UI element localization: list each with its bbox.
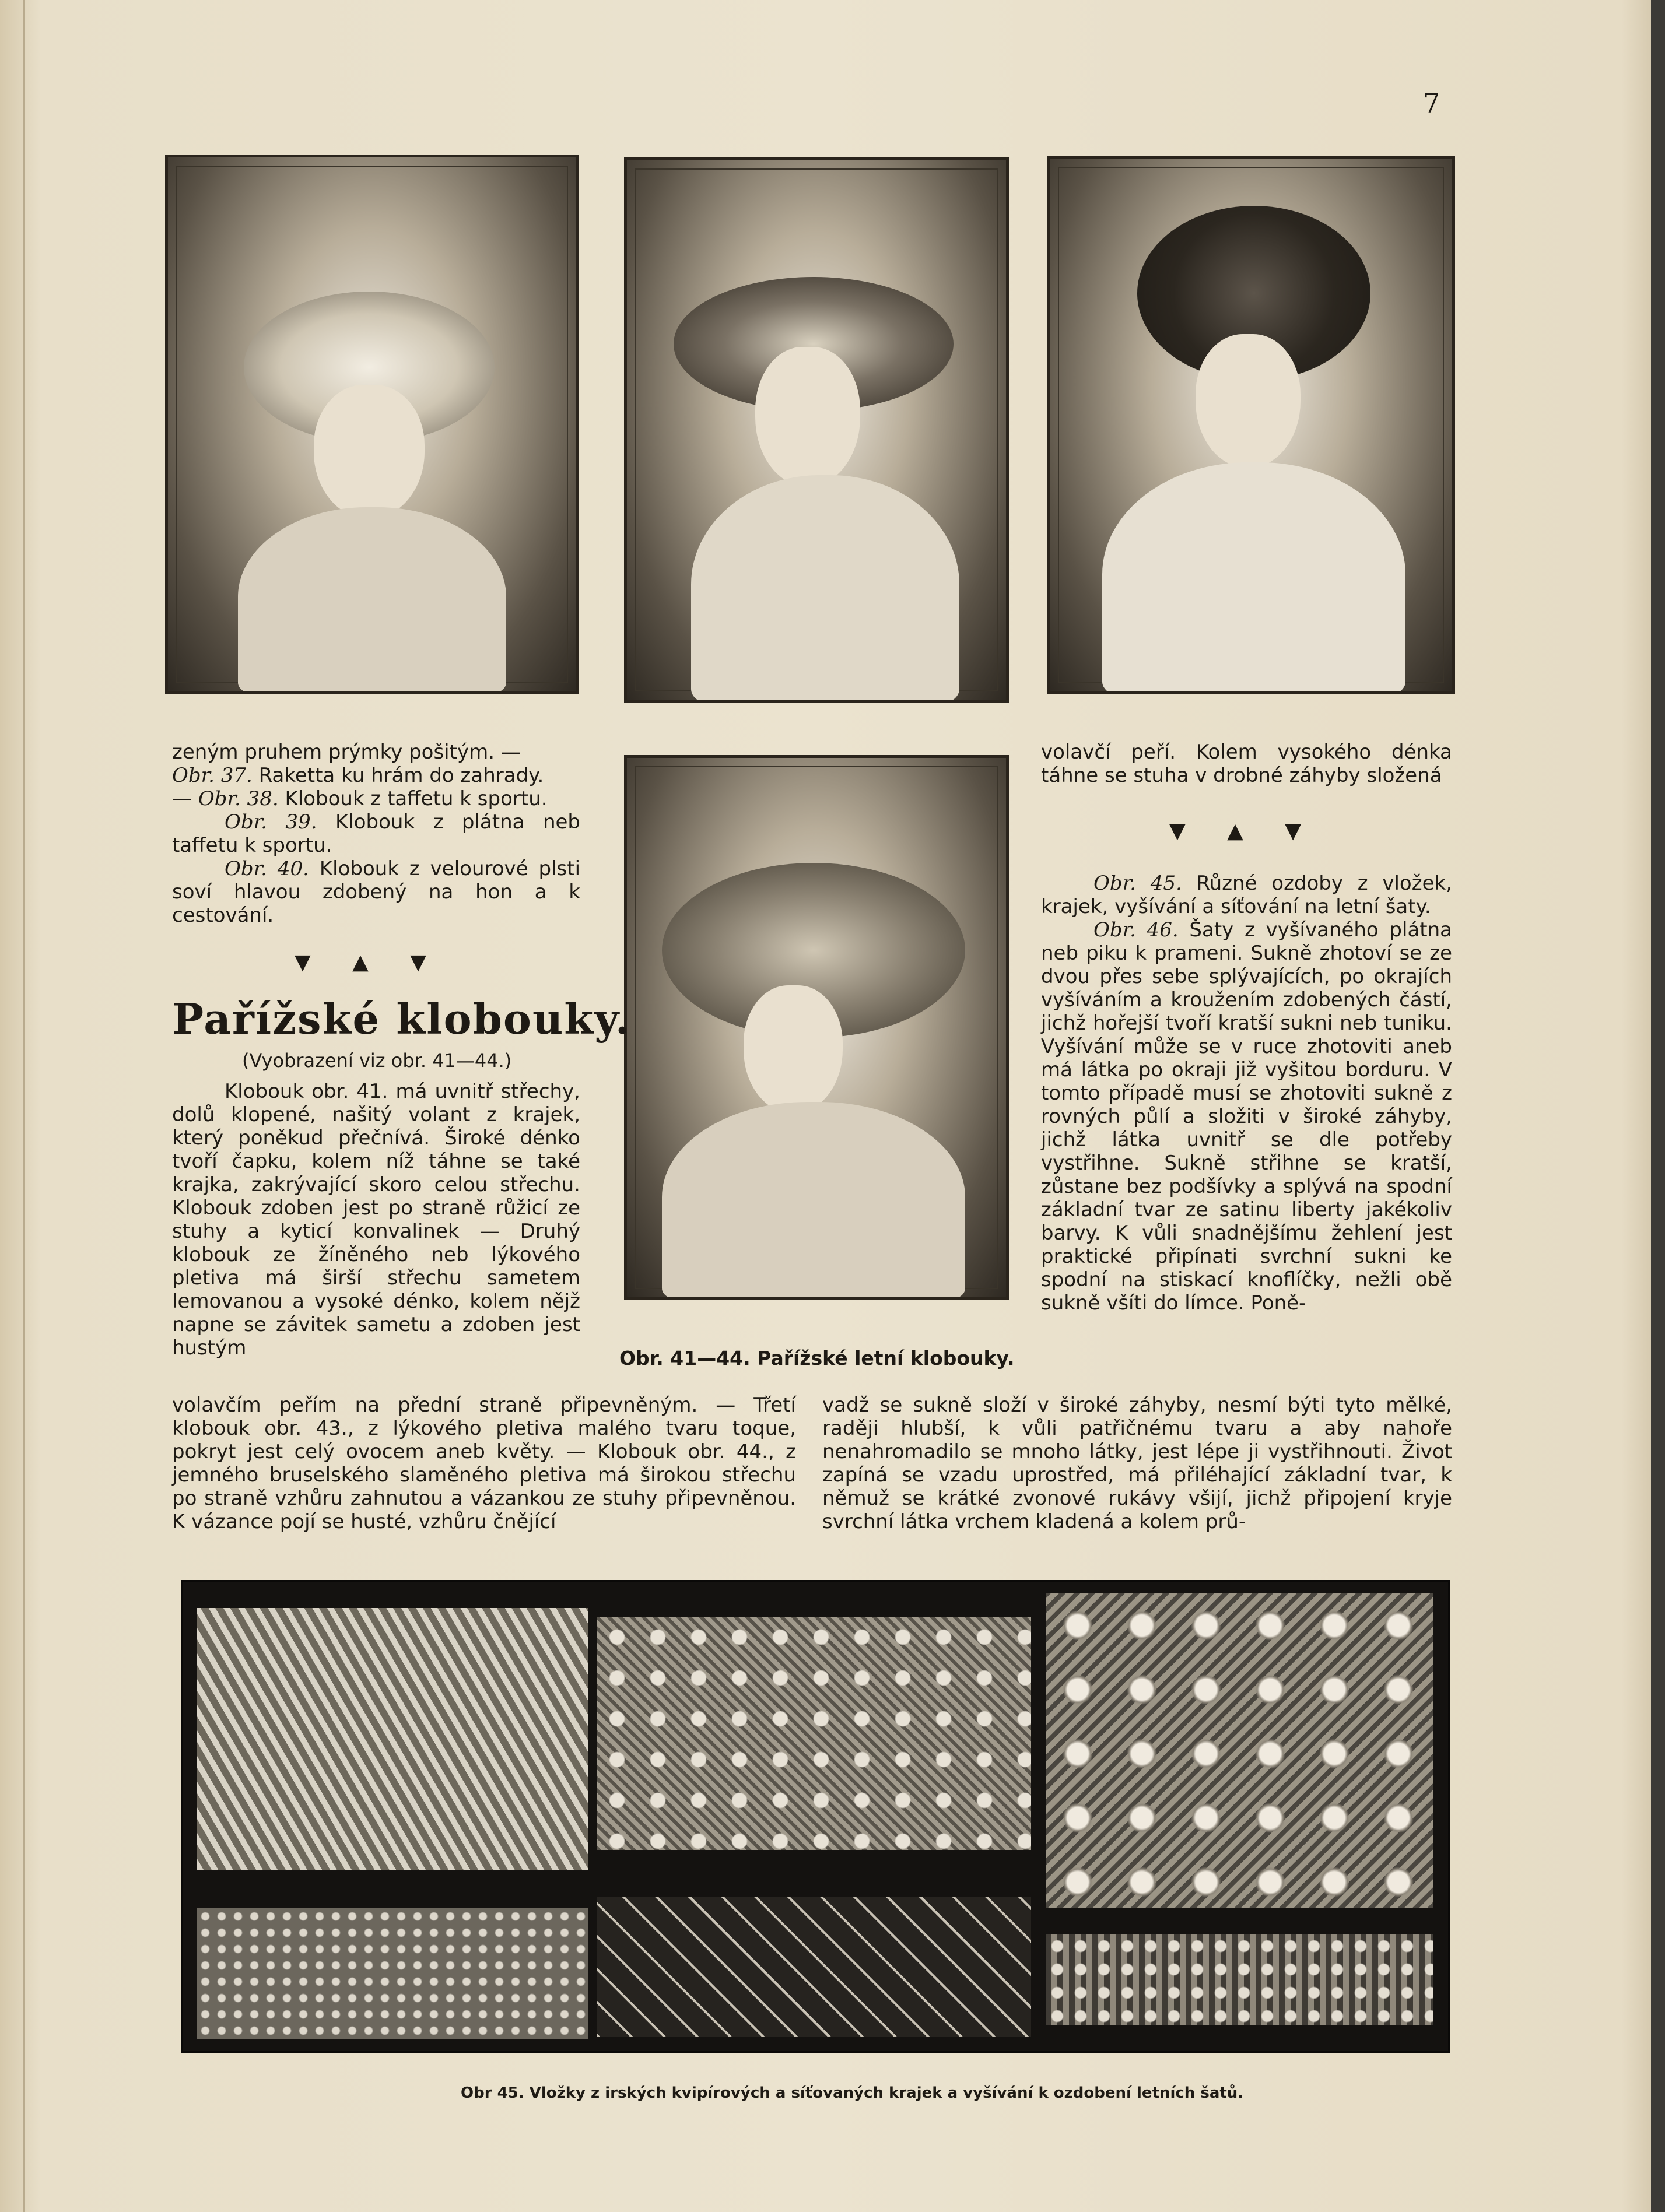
figure-label: Obr. 39. [225,810,317,834]
caption-41-44: Obr. 41—44. Pařížské letní klobouky. [619,1347,1015,1370]
paragraph: volavčí peří. Kolem vysokého dénka táhne se stuha v drobné záhyby složená [1041,740,1452,787]
paragraph: Klobouk obr. 41. má uvnitř střechy, dolů klopené, našitý volant z krajek, který poněkud přečnívá. Široké dénko tvoří čapku, kolem níž táhne se také krajka, zakrývající skoro celou střechu. Klobouk zdoben jest po straně růžicí ze stuhy a kyticí konvalinek — Druhý klobouk ze žíněného neb lýkového pletiva má širší střechu sametem lemovanou a vysoké dénko, kolem nějž napne se závitek sametu a zdoben jest hustým [172,1080,580,1360]
ornament-triangles: ▼ ▲ ▼ [295,950,444,974]
face-shape [755,347,860,487]
ornament-triangles: ▼ ▲ ▼ [1169,819,1319,843]
lace-insert [197,1608,588,1870]
left-body-text [172,1080,580,1360]
text-line: Raketta ku hrám do zahrady. [252,764,544,787]
right-body-text [1041,872,1452,1315]
paragraph: volavčím peřím na přední straně připevněným. — Třetí klobouk obr. 43., z lýkového pletiva malého tvaru toque, pokryt jest celý ovocem aneb květy. — Klobouk obr. 44., z jemného bruselského slaměného pletiva má širokou střechu po straně vzhůru zahnutou a vázankou ze stuhy připevněnou. K vázance pojí se husté, vzhůru čnějící [172,1393,796,1533]
wide-left-text [172,1393,796,1533]
dress-shape [1102,462,1405,694]
face-shape [744,985,843,1114]
lace-insert [197,1908,588,2039]
lace-insert [597,1617,1031,1850]
photo-hat-39 [1047,156,1455,694]
paragraph: vadž se sukně složí v široké záhyby, nesmí býti tyto mělké, raději hlubší, k vůli patřičnému tvaru a aby nahoře nenahromadilo se mnoho látky, jest lépe ji vystřihnouti. Život zapíná se vzadu uprostřed, má přiléhající základní tvar, k němuž se krátké zvonové rukávy všijí, jichž připojení kryje svrchní látka vrchem kladená a kolem prů- [822,1393,1452,1533]
figure-label: Obr. 37. [172,764,253,787]
text-line: Šaty z vyšívaného plátna neb piku k prameni. Sukně zhotoví se ze dvou přes sebe splývajících, po okrajích vyšíváním a kroužením zdobených částí, jichž hořejší tvoří kratší sukni neb tuniku. Vyšívání může se v ruce zhotoviti aneb má látka po okraji již vyšitou borduru. V tomto případě musí se zhotoviti sukně z rovných půlí a složiti v široké záhyby, jichž látka uvnitř se dle potřeby vystřihne. Sukně střihne se kratší, zůstane bez podšívky a splývá na spodní základní tvar ze satinu liberty jakékoliv barvy. K vůli snadnějšímu žehlení jest praktické připínati svrchní sukni ke spodní na stiskací knoflíčky, nežli obě sukně všíti do límce. Poně- [1041,918,1452,1315]
page-edge [1651,0,1665,2212]
photo-hat-38 [624,157,1009,703]
text-line: Různé ozdoby z vložek, krajek, vyšívání a síťování na letní šaty. [1041,872,1452,918]
subhead: (Vyobrazení viz obr. 41—44.) [242,1049,512,1072]
lace-insert [597,1897,1031,2037]
text-line: Klobouk z taffetu k sportu. [278,787,548,810]
lace-insert [1046,1593,1433,1908]
figure-label: Obr. 45. [1093,872,1182,895]
text-line: zeným pruhem prýmky pošitým. — [172,740,521,764]
face-shape [1196,334,1301,468]
text-line: Klobouk z velourové plsti soví hlavou zdobený na hon a k cestování. [172,857,581,927]
text-line: — [172,787,198,810]
wide-right-text [822,1393,1452,1533]
page-number: 7 [1423,87,1440,119]
figure-label: Obr. 46. [1093,918,1179,942]
dress-shape [238,507,506,694]
lace-figure-45 [181,1580,1450,2053]
dress-shape [662,1102,965,1300]
dress-shape [691,475,959,703]
text-line: Klobouk z plátna neb taffetu k sportu. [172,810,580,857]
photo-hat-41-44 [624,755,1009,1300]
spine-line [23,0,25,2212]
figure-label: Obr. 38. [198,787,279,810]
left-top-text [172,740,580,927]
photo-hat-37 [165,155,579,694]
lace-insert [1046,1934,1433,2025]
face-shape [314,385,425,519]
figure-label: Obr. 40. [225,857,309,880]
headline: Pařížské klobouky. [172,994,631,1044]
caption-45: Obr 45. Vložky z irských kvipírových a síťovaných krajek a vyšívání k ozdobení letních šatů. [461,2084,1244,2102]
right-top-text [1041,740,1452,787]
